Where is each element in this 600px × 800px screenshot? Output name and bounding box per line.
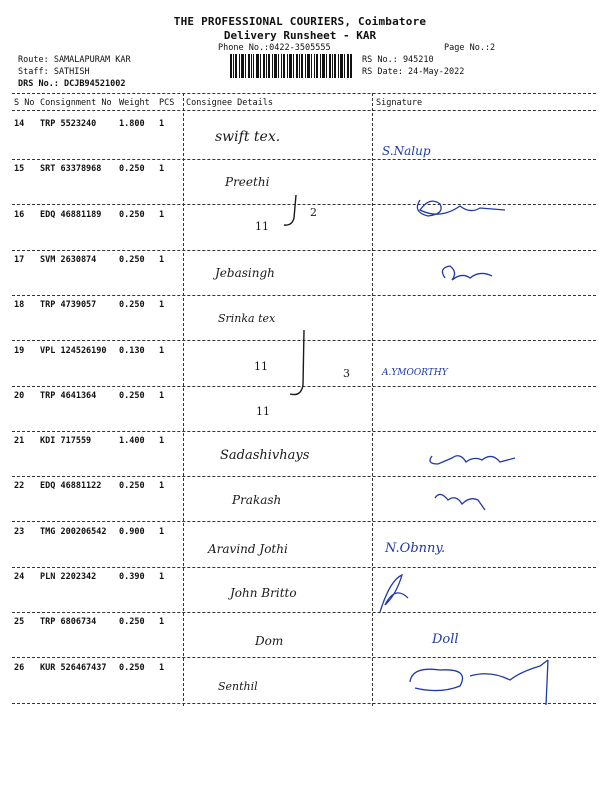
ditto-mark: 11 [255, 220, 269, 233]
rs-number: RS No.: 945210 [362, 55, 434, 65]
row-pcs: 1 [159, 119, 165, 129]
column-header-consignment: Consignment No [40, 98, 112, 108]
signature-14: S.Nalup [382, 144, 431, 158]
row-separator [12, 521, 596, 522]
row-weight: 0.250 [119, 255, 145, 265]
row-sno: 21 [14, 436, 25, 446]
barcode [230, 54, 352, 78]
row-separator [12, 386, 596, 387]
row-consignment: PLN 2202342 [40, 572, 97, 582]
signature-scribble-26 [410, 660, 548, 705]
row-weight: 0.250 [119, 164, 145, 174]
row-sno: 24 [14, 572, 25, 582]
row-separator [12, 657, 596, 658]
phone-number: Phone No.:0422-3505555 [218, 43, 331, 53]
column-divider [372, 93, 373, 706]
signature-scribble-22 [435, 494, 485, 510]
row-separator [12, 159, 596, 160]
brace-stroke [284, 195, 296, 225]
row-consignment: EDQ 46881122 [40, 481, 102, 491]
row-weight: 0.250 [119, 210, 145, 220]
row-consignment: VPL 124526190 [40, 346, 107, 356]
row-sno: 20 [14, 391, 25, 401]
consignee-hand-18: Srinka tex [218, 312, 276, 325]
signature-scribble-16 [417, 200, 505, 216]
ditto-mark: 11 [254, 360, 268, 373]
row-weight: 1.800 [119, 119, 145, 129]
row-weight: 0.900 [119, 527, 145, 537]
route-label: Route: SAMALAPURAM KAR [18, 55, 131, 65]
ditto-mark: 11 [256, 405, 270, 418]
row-separator [12, 204, 596, 205]
signature-25: Doll [432, 632, 459, 647]
row-separator [12, 340, 596, 341]
row-weight: 1.400 [119, 436, 145, 446]
row-sno: 14 [14, 119, 25, 129]
row-consignment: TRP 5523240 [40, 119, 97, 129]
page-number: Page No.:2 [444, 43, 496, 53]
row-separator [12, 703, 596, 704]
row-pcs: 1 [159, 300, 165, 310]
brace-count: 2 [310, 206, 317, 219]
row-pcs: 1 [159, 527, 165, 537]
row-separator [12, 431, 596, 432]
row-consignment: SRT 63378968 [40, 164, 102, 174]
row-consignment: KDI 717559 [40, 436, 92, 446]
row-pcs: 1 [159, 346, 165, 356]
row-sno: 16 [14, 210, 25, 220]
brace-count: 3 [343, 367, 350, 380]
column-header-pcs: PCS [159, 98, 175, 108]
row-sno: 22 [14, 481, 25, 491]
row-sno: 23 [14, 527, 25, 537]
signature-scribble-21 [430, 456, 515, 464]
row-separator [12, 612, 596, 613]
row-pcs: 1 [159, 164, 165, 174]
row-sno: 19 [14, 346, 25, 356]
rs-date: RS Date: 24-May-2022 [362, 67, 465, 77]
row-consignment: TRP 6806734 [40, 617, 97, 627]
row-pcs: 1 [159, 617, 165, 627]
row-pcs: 1 [159, 481, 165, 491]
table-top-rule [12, 93, 596, 94]
header-rule [12, 110, 596, 111]
row-consignment: TRP 4739057 [40, 300, 97, 310]
row-pcs: 1 [159, 436, 165, 446]
row-sno: 17 [14, 255, 25, 265]
column-divider [183, 93, 184, 706]
row-weight: 0.250 [119, 391, 145, 401]
consignee-hand-21: Sadashivhays [220, 448, 310, 463]
row-sno: 25 [14, 617, 25, 627]
row-sno: 18 [14, 300, 25, 310]
row-consignment: KUR 526467437 [40, 663, 107, 673]
column-header-consignee: Consignee Details [186, 98, 273, 108]
signature-scribble-24 [380, 575, 408, 612]
row-pcs: 1 [159, 663, 165, 673]
consignee-hand-22: Prakash [232, 493, 282, 507]
row-weight: 0.130 [119, 346, 145, 356]
row-consignment: TRP 4641364 [40, 391, 97, 401]
row-pcs: 1 [159, 391, 165, 401]
signature-scribble-17 [442, 266, 492, 280]
row-separator [12, 476, 596, 477]
column-header-signature: Signature [376, 98, 423, 108]
row-sno: 15 [14, 164, 25, 174]
signature-19: A.YMOORTHY [382, 368, 448, 378]
consignee-hand-26: Senthil [218, 680, 258, 693]
consignee-hand-14: swift tex. [215, 129, 281, 145]
consignee-hand-23: Aravind Jothi [208, 542, 288, 556]
consignee-hand-24: John Britto [230, 586, 297, 600]
consignee-hand-15: Preethi [225, 175, 270, 189]
row-pcs: 1 [159, 210, 165, 220]
staff-label: Staff: SATHISH [18, 67, 90, 77]
row-weight: 0.390 [119, 572, 145, 582]
column-header-weight: Weight [119, 98, 150, 108]
row-weight: 0.250 [119, 617, 145, 627]
document-title: THE PROFESSIONAL COURIERS, Coimbatore [173, 15, 427, 28]
signature-23: N.Obnny. [385, 541, 446, 556]
document-subtitle: Delivery Runsheet - KAR [223, 29, 377, 42]
row-separator [12, 295, 596, 296]
consignee-hand-17: Jebasingh [215, 266, 275, 280]
row-sno: 26 [14, 663, 25, 673]
row-consignment: TMG 200206542 [40, 527, 107, 537]
column-header-sno: S No [14, 98, 35, 108]
row-weight: 0.250 [119, 663, 145, 673]
row-consignment: SVM 2630874 [40, 255, 97, 265]
drs-number: DRS No.: DCJB94521002 [18, 79, 126, 89]
row-separator [12, 250, 596, 251]
row-pcs: 1 [159, 255, 165, 265]
row-weight: 0.250 [119, 481, 145, 491]
row-pcs: 1 [159, 572, 165, 582]
consignee-hand-25: Dom [255, 634, 284, 648]
row-separator [12, 567, 596, 568]
row-consignment: EDQ 46881189 [40, 210, 102, 220]
row-weight: 0.250 [119, 300, 145, 310]
